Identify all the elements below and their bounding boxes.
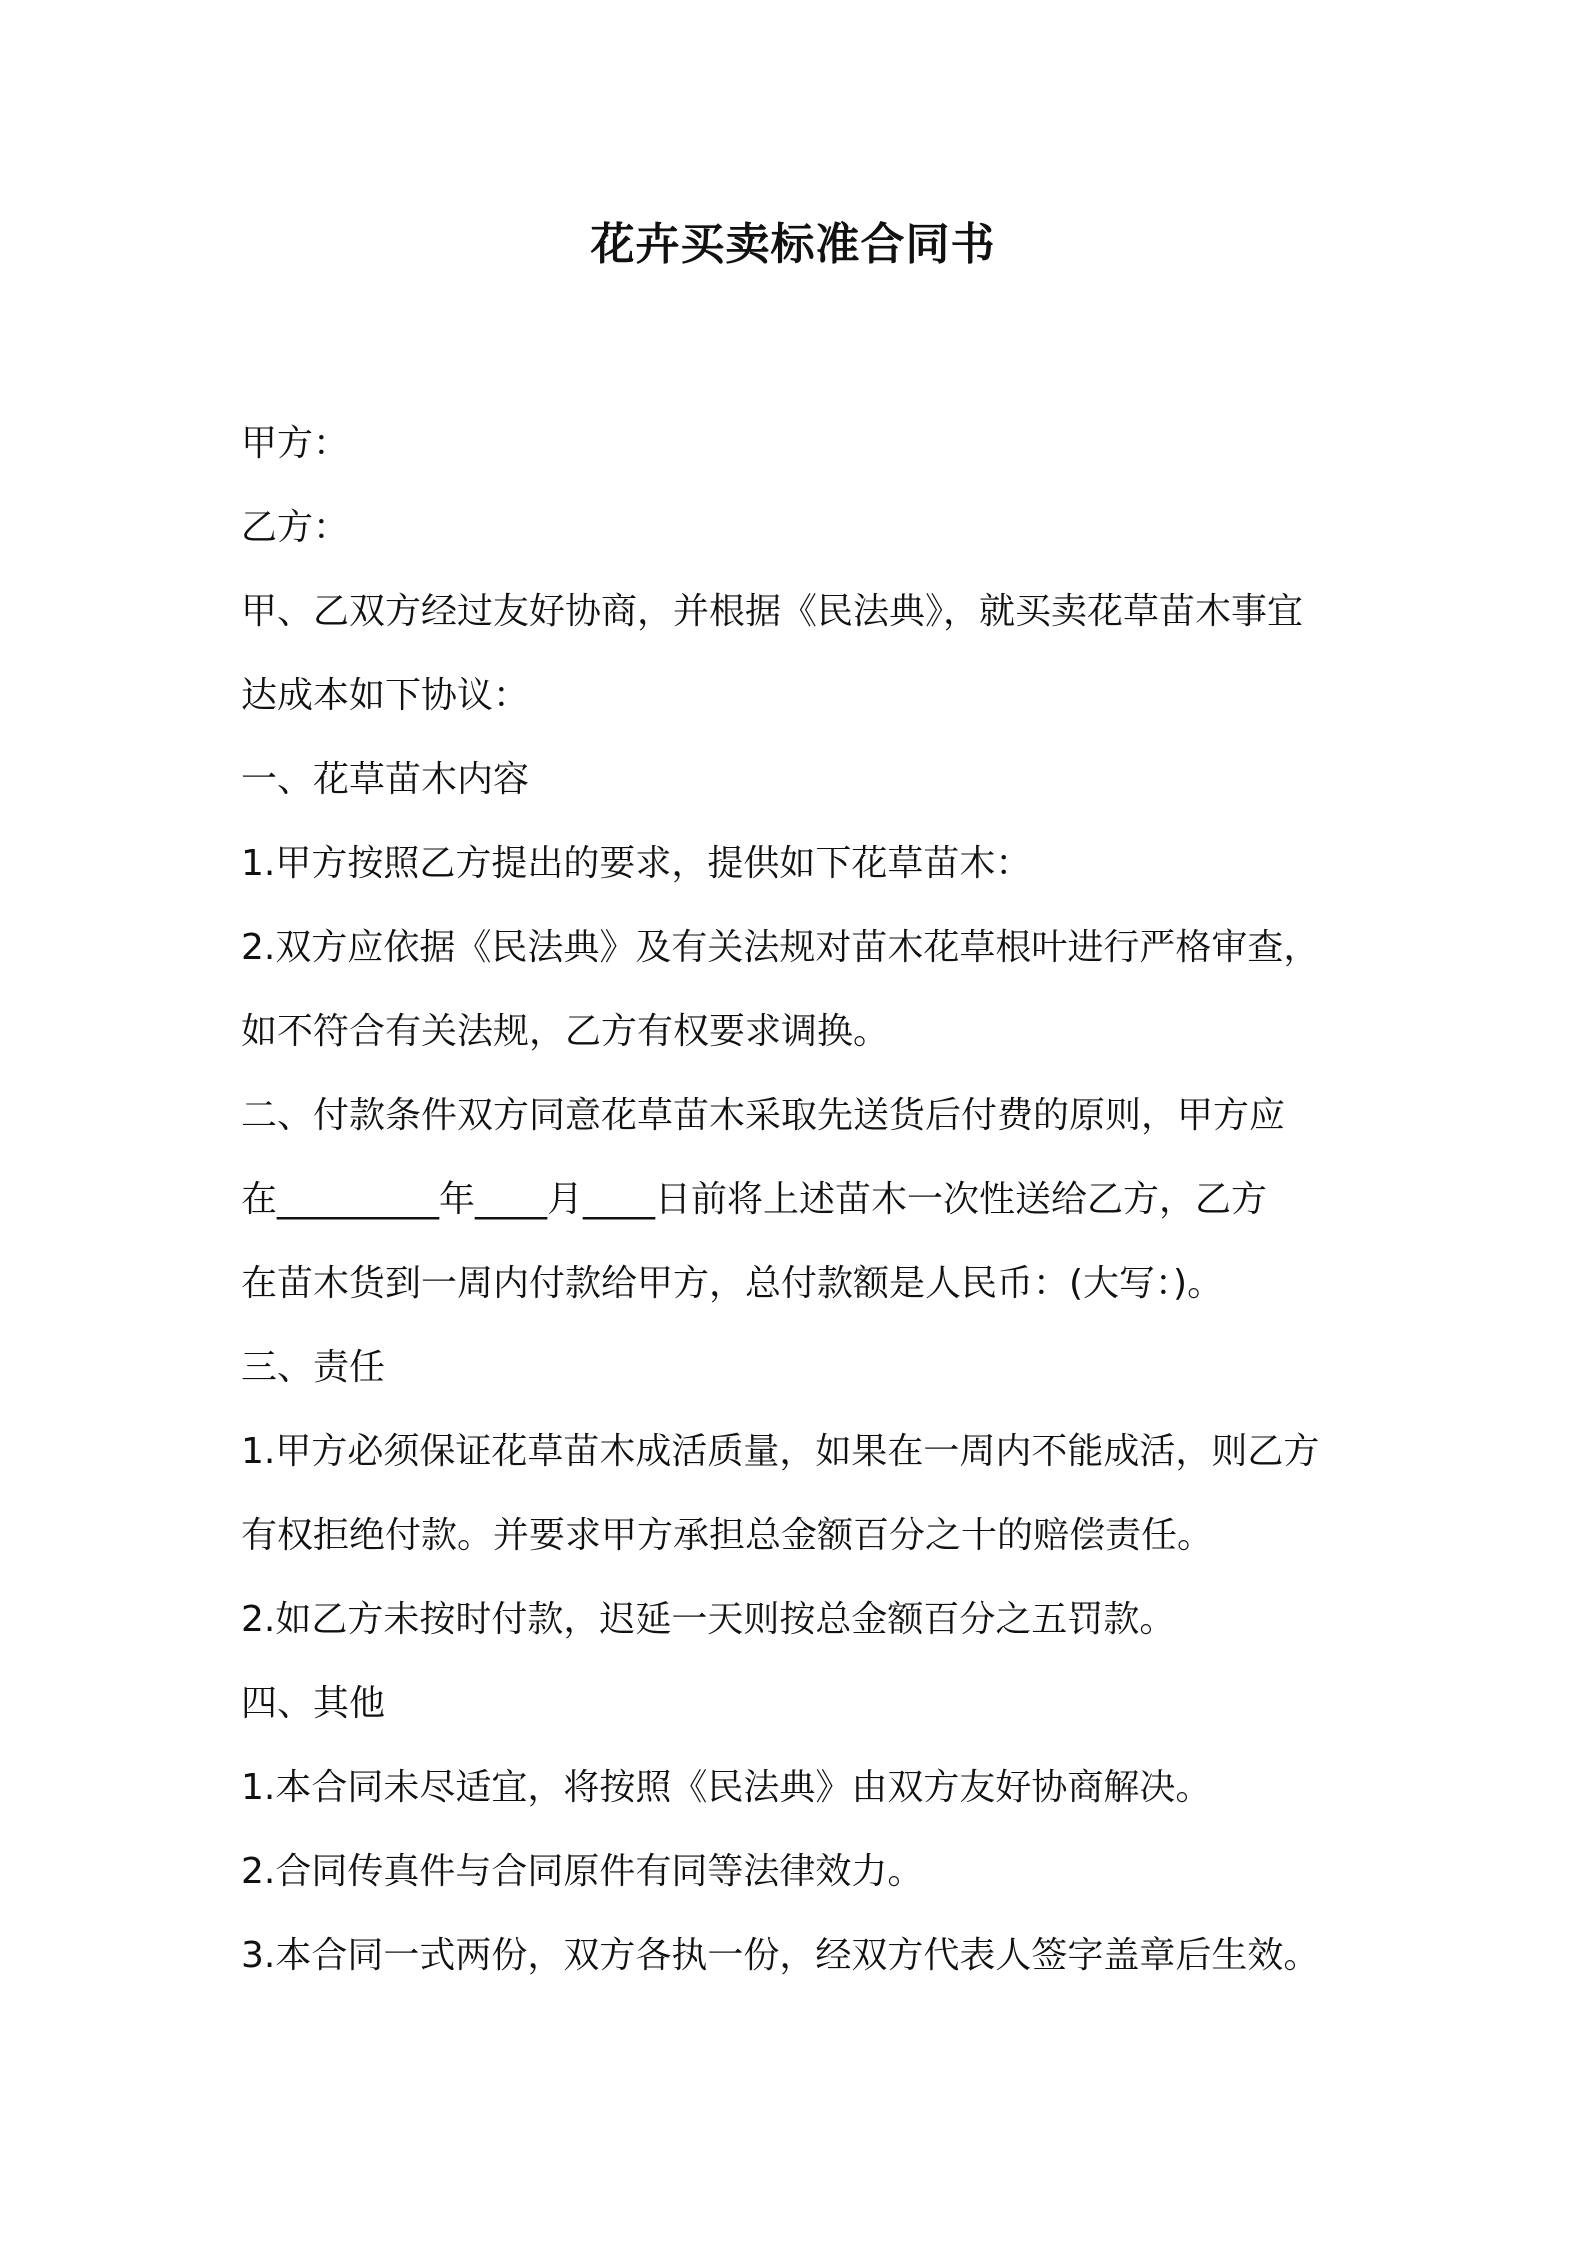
section-heading: 三、责任 — [241, 1347, 386, 1388]
contract-body — [241, 402, 1361, 1998]
clause-line: 2.合同传真件与合同原件有同等法律效力。 — [241, 1851, 924, 1892]
clause-line: 2.双方应依据《民法典》及有关法规对苗木花草根叶进行严格审查， — [241, 927, 1320, 968]
clause-line: 在_________年____月____日前将上述苗木一次性送给乙方，乙方 — [241, 1179, 1268, 1220]
party-b-line: 乙方： — [241, 507, 350, 548]
clause-line: 1.甲方按照乙方提出的要求，提供如下花草苗木： — [241, 843, 1032, 884]
section-heading: 二、付款条件双方同意花草苗木采取先送货后付费的原则，甲方应 — [241, 1095, 1286, 1136]
clause-line: 2.如乙方未按时付款，迟延一天则按总金额百分之五罚款。 — [241, 1599, 1176, 1640]
document-title: 花卉买卖标准合同书 — [590, 219, 996, 270]
clause-line: 3.本合同一式两份，双方各执一份，经双方代表人签字盖章后生效。 — [241, 1935, 1320, 1976]
clause-line: 如不符合有关法规，乙方有权要求调换。 — [241, 1011, 890, 1052]
section-heading: 一、花草苗木内容 — [241, 759, 530, 800]
clause-line: 有权拒绝付款。并要求甲方承担总金额百分之十的赔偿责任。 — [241, 1515, 1214, 1556]
clause-line: 在苗木货到一周内付款给甲方，总付款额是人民币：(大写：)。 — [241, 1263, 1224, 1304]
section-heading: 四、其他 — [241, 1683, 386, 1724]
clause-line: 1.本合同未尽适宜，将按照《民法典》由双方友好协商解决。 — [241, 1767, 1212, 1808]
clause-line: 1.甲方必须保证花草苗木成活质量，如果在一周内不能成活，则乙方 — [241, 1431, 1320, 1472]
preamble-line: 甲、乙双方经过友好协商，并根据《民法典》，就买卖花草苗木事宜 — [241, 591, 1304, 632]
party-a-line: 甲方： — [241, 423, 350, 464]
preamble-line: 达成本如下协议： — [241, 675, 530, 716]
